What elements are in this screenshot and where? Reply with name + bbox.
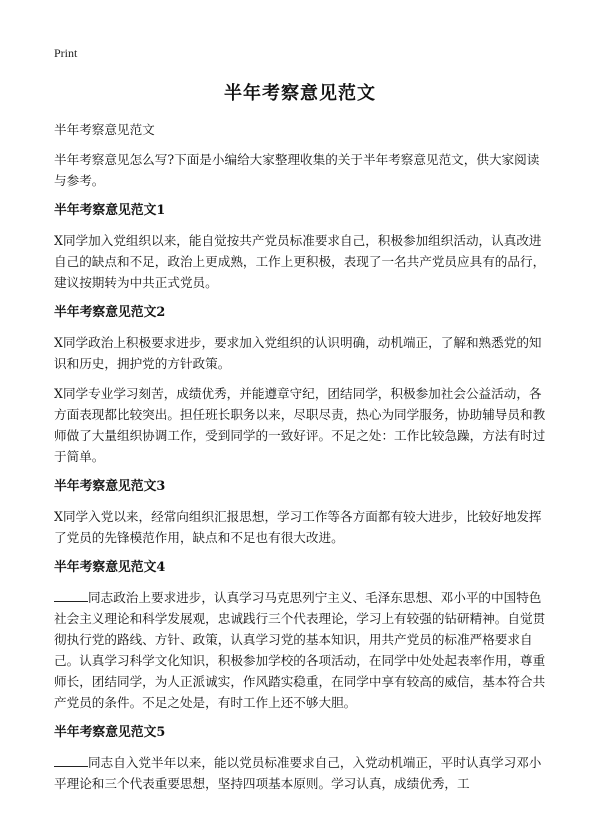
print-link[interactable]: Print xyxy=(54,46,78,60)
section-heading-5: 半年考察意见范文5 xyxy=(54,725,166,740)
section-3-paragraph-1: X同学入党以来，经常向组织汇报思想，学习工作等各方面都有较大进步，比较好地发挥了党员的先锋模范作用，缺点和不足也有很大改进。 xyxy=(54,509,542,545)
document-body xyxy=(54,119,550,803)
section-4-paragraph-1 xyxy=(54,587,550,713)
name-blank xyxy=(54,754,88,767)
page-title: 半年考察意见范文 xyxy=(224,83,376,104)
section-heading-3: 半年考察意见范文3 xyxy=(54,479,166,494)
section-heading-2: 半年考察意见范文2 xyxy=(54,305,166,320)
section-2-paragraph-1: X同学政治上积极要求进步，要求加入党组织的认识明确，动机端正，了解和熟悉党的知识和历史，拥护党的方针政策。 xyxy=(54,335,542,371)
subtitle: 半年考察意见范文 xyxy=(54,122,155,137)
section-1-paragraph-1: X同学加入党组织以来，能自觉按共产党员标准要求自己，积极参加组织活动，认真改进自己的缺点和不足，政治上更成熟，工作上更积极，表现了一名共产党员应具有的品行，建议按期转为中共正式党员。 xyxy=(54,233,546,290)
section-4-paragraph-text: 同志政治上要求进步，认真学习马克思列宁主义、毛泽东思想、邓小平的中国特色社会主义理论和科学发展观，忠诚践行三个代表理论，学习上有较强的钻研精神。自觉贯彻执行党的路线、方针、政策，认真学习党的基本知识，用共产党员的标准严格要求自己。认真学习科学文化知识，积极参加学校的各项活动，在同学中处处起表率作用，尊重师长，团结同学，为人正派诚实，作风踏实稳重，在同学中享有较高的威信，基本符合共产党员的条件。不足之处是，有时工作上还不够大胆。 xyxy=(54,590,546,710)
section-5-paragraph-text: 同志自入党半年以来，能以党员标准要求自己，入党动机端正，平时认真学习邓小平理论和三个代表重要思想，坚持四项基本原则。学习认真，成绩优秀，工 xyxy=(54,755,542,791)
name-blank xyxy=(54,589,88,602)
section-heading-1: 半年考察意见范文1 xyxy=(54,203,166,218)
section-2-paragraph-2: X同学专业学习刻苦，成绩优秀，并能遵章守纪，团结同学，积极参加社会公益活动，各方面表现都比较突出。担任班长职务以来，尽职尽责，热心为同学服务，协助辅导员和教师做了大量组织协调工作，受到同学的一致好评。不足之处：工作比较急躁，方法有时过于简单。 xyxy=(54,386,546,464)
section-5-paragraph-1 xyxy=(54,752,550,794)
section-heading-4: 半年考察意见范文4 xyxy=(54,560,166,575)
intro-paragraph: 半年考察意见怎么写?下面是小编给大家整理收集的关于半年考察意见范文，供大家阅读与参考。 xyxy=(54,152,540,188)
